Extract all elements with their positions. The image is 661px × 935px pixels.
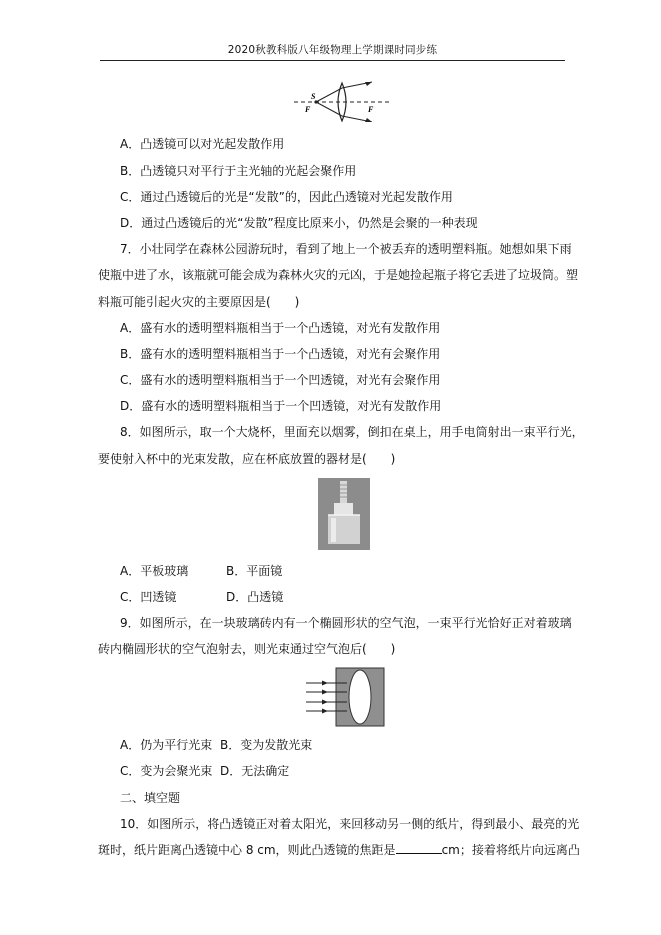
q7-option-c: C．盛有水的透明塑料瓶相当于一个凹透镜，对光有会聚作用: [120, 373, 441, 387]
answer-blank[interactable]: [396, 842, 442, 854]
beaker-figure: [318, 478, 370, 550]
convex-lens-figure: [292, 80, 392, 122]
q7-stem-line: 料瓶可能引起火灾的主要原因是( ): [98, 295, 300, 309]
focus-label-right: F: [368, 105, 374, 114]
q8-stem-line: 8．如图所示，取一个大烧杯，里面充以烟雾，倒扣在桌上，用手电筒射出一束平行光，: [120, 425, 584, 439]
q6-option-b: B．凸透镜只对平行于主光轴的光起会聚作用: [120, 164, 357, 178]
q10-text-before-blank: 斑时，纸片距离凸透镜中心 8 cm，则此凸透镜的焦距是: [98, 843, 396, 857]
header-divider: [100, 60, 565, 61]
q8-stem-line: 要使射入杯中的光束发散，应在杯底放置的器材是( ): [98, 452, 396, 466]
source-label: S: [311, 92, 316, 101]
q6-option-d: D．通过凸透镜后的光“发散”程度比原来小，仍然是会聚的一种表现: [120, 216, 478, 230]
focus-label-left: F: [305, 105, 311, 114]
q7-option-d: D．盛有水的透明塑料瓶相当于一个凹透镜，对光有发散作用: [120, 399, 442, 413]
q9-option-b: B．变为发散光束: [220, 738, 313, 752]
page-header: 2020秋教科版八年级物理上学期课时同步练: [227, 44, 438, 56]
q8-option-a: A．平板玻璃: [120, 564, 189, 578]
glass-block-figure: [304, 666, 386, 728]
q9-stem-line: 9．如图所示，在一块玻璃砖内有一个椭圆形状的空气泡，一束平行光恰好正对着玻璃: [120, 616, 572, 630]
q8-option-b: B．平面镜: [226, 564, 283, 578]
section-title: 二、填空题: [120, 791, 181, 805]
q8-option-d: D．凸透镜: [226, 590, 284, 604]
q9-option-c: C．变为会聚光束: [120, 764, 213, 778]
q8-option-c: C．凹透镜: [120, 590, 177, 604]
q7-option-b: B．盛有水的透明塑料瓶相当于一个凸透镜，对光有会聚作用: [120, 347, 441, 361]
q7-stem-line: 7．小壮同学在森林公园游玩时，看到了地上一个被丢弃的透明塑料瓶。她想如果下雨: [120, 242, 572, 256]
q6-option-a: A．凸透镜可以对光起发散作用: [120, 137, 285, 151]
q7-stem-line: 使瓶中进了水，该瓶就可能会成为森林火灾的元凶，于是她捡起瓶子将它丢进了垃圾筒。塑: [98, 268, 579, 282]
q9-option-d: D．无法确定: [220, 764, 290, 778]
q10-stem-line: 10．如图所示，将凸透镜正对着太阳光，来回移动另一侧的纸片，得到最小、最亮的光: [120, 817, 580, 831]
q7-option-a: A．盛有水的透明塑料瓶相当于一个凸透镜，对光有发散作用: [120, 321, 441, 335]
q9-option-a: A．仍为平行光束: [120, 738, 213, 752]
q6-option-c: C．通过凸透镜后的光是“发散”的，因此凸透镜对光起发散作用: [120, 190, 453, 204]
q10-text-after-blank: cm；接着将纸片向远离凸: [441, 843, 580, 857]
q10-stem-line-2: [98, 842, 580, 858]
q9-stem-line: 砖内椭圆形状的空气泡射去，则光束通过空气泡后( ): [98, 642, 396, 656]
